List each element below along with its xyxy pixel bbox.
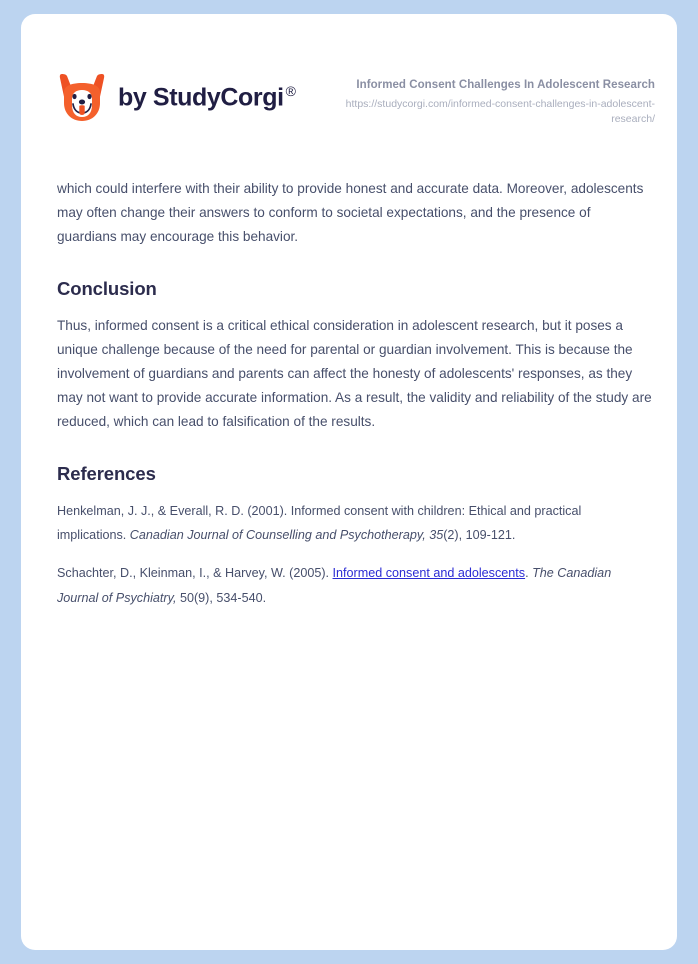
reference-journal: The Canadian Journal of Psychiatry,: [57, 566, 612, 605]
document-content: [57, 177, 653, 624]
document-header: [21, 14, 677, 144]
reference-tail: 50(9), 534-540.: [176, 590, 267, 605]
page-title: Informed Consent Challenges In Adolescent Research: [356, 79, 655, 91]
brand-logo[interactable]: [57, 72, 296, 124]
conclusion-heading: Conclusion: [57, 277, 157, 299]
intro-paragraph: which could interfere with their ability to provide honest and accurate data. Moreover, adolescents may often change their answers to conform to societal expectations, and the presence of guardians may encourage this behavior.: [57, 181, 644, 245]
reference-link[interactable]: Informed consent and adolescents: [332, 566, 526, 581]
references-heading: References: [57, 462, 156, 484]
reference-item: [57, 561, 653, 610]
reference-after-link: .: [525, 566, 533, 581]
reference-journal: Canadian Journal of Counselling and Psychotherapy, 35: [129, 527, 444, 542]
conclusion-paragraph: Thus, informed consent is a critical ethical consideration in adolescent research, but it poses a unique challenge because of the need for parental or guardian involvement. This is because the involvement of guardians and parents can affect the honesty of adolescents' responses, as they may not want to provide accurate information. As a result, the validity and reliability of the study are reduced, which can lead to falsification of the results.: [57, 317, 652, 430]
reference-authors-title: Henkelman, J. J., & Everall, R. D. (2001). Informed consent with children: Ethical and practical implications.: [57, 503, 582, 542]
header-meta: [315, 77, 655, 128]
reference-item: [57, 499, 653, 548]
brand-wordmark: by StudyCorgi ®: [118, 83, 296, 112]
reference-tail: (2), 109-121.: [443, 527, 516, 542]
corgi-face-icon: [57, 72, 107, 124]
registered-trademark-icon: ®: [285, 83, 296, 100]
document-card: [21, 14, 677, 950]
reference-authors: Schachter, D., Kleinman, I., & Harvey, W. (2005).: [57, 566, 333, 581]
source-url[interactable]: https://studycorgi.com/informed-consent-challenges-in-adolescent-research/: [345, 97, 655, 126]
